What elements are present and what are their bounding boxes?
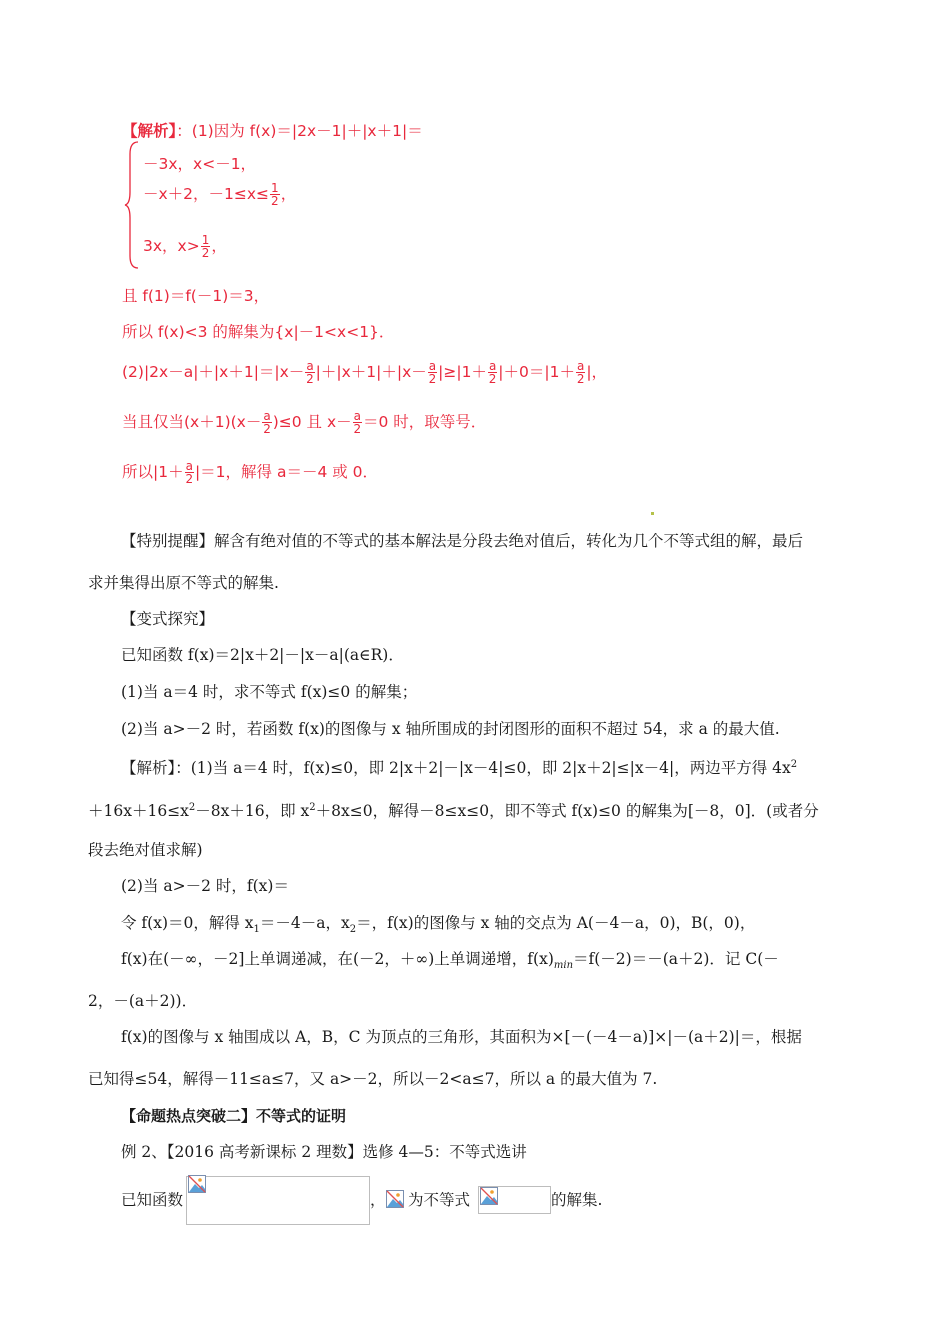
piecewise-brace <box>124 140 140 270</box>
fraction-a-half: $\frac{a}{2}$ <box>185 459 194 486</box>
analysis2-line-3: 段去绝对值求解) <box>88 841 203 859</box>
piecewise-case-1: －3x，x<－1， <box>143 155 257 173</box>
analysis-label: 【解析】 <box>122 122 177 140</box>
fraction-a-half: $\frac{a}{2}$ <box>428 359 437 386</box>
analysis2-line-7: 2，－(a＋2))． <box>88 992 198 1010</box>
section2-title: 【命题热点突破二】不等式的证明 <box>121 1107 347 1125</box>
analysis-line-5: 所以 f(x)<3 的解集为{x|－1<x<1}． <box>122 323 395 341</box>
piecewise-case-2: －x＋2，－1≤x≤ $\frac{1}{2}$ ， <box>143 181 297 208</box>
analysis-line-6: (2)|2x－a|＋|x＋1|＝|x－ $\frac{a}{2}$ |＋|x＋1|＋|x－ $\frac{a}{2}$ |≥|1＋ $\frac{a}{2}$ |＋0＝|1＋ $\frac{a}{2}$ |， <box>122 359 608 386</box>
variant-question-1: (1)当 a＝4 时，求不等式 f(x)≤0 的解集； <box>121 683 418 701</box>
analysis-line-8: 所以|1＋ $\frac{a}{2}$ |＝1，解得 a＝－4 或 0． <box>122 459 379 486</box>
reminder-line-1: 【特别提醒】解含有绝对值的不等式的基本解法是分段去绝对值后，转化为几个不等式组的解，最后 <box>121 532 804 550</box>
fraction-a-half: $\frac{a}{2}$ <box>576 359 585 386</box>
analysis2-line-5: 令 f(x)＝0，解得 $x_1=-4-a$，$x_2=$，f(x)的图像与 x 轴的交点为 A(－4－a，0)，B(，0)， <box>121 914 756 936</box>
example2-heading: 例 2、【2016 高考新课标 2 理数】选修 4—5：不等式选讲 <box>121 1143 527 1161</box>
analysis-line-0: 【解析】：(1)因为 f(x)＝|2x－1|＋|x＋1|＝ <box>122 122 423 140</box>
broken-image-icon <box>480 1187 498 1205</box>
broken-image-icon <box>188 1175 206 1193</box>
analysis2-line-9: 已知得≤54，解得－11≤a≤7，又 a>－2，所以－2<a≤7，所以 a 的最大值为 7. <box>88 1070 658 1088</box>
analysis2-line-8: f(x)的图像与 x 轴围成以 A，B，C 为顶点的三角形，其面积为×[－(－4－a)]×|－(a＋2)|＝，根据 <box>121 1028 802 1046</box>
variant-question-0: 已知函数 f(x)＝2|x＋2|－|x－a|(a∈R)． <box>121 646 404 664</box>
variant-title: 【变式探究】 <box>121 610 215 628</box>
analysis2-line-2: $+16x+16\le x^2-8x+16$，即 $x^2+8x\le 0$，解得－8≤x≤0，即不等式 f(x)≤0 的解集为[－8，0]．(或者分 <box>88 802 819 821</box>
example2-question-lead: 已知函数 <box>121 1191 184 1209</box>
example2-question-mid: 为不等式 <box>408 1191 471 1209</box>
example2-question-end: 的解集. <box>551 1191 603 1209</box>
fraction-half: $\frac{1}{2}$ <box>271 181 279 208</box>
broken-image-icon <box>386 1190 404 1208</box>
function-formula-image <box>186 1176 370 1225</box>
analysis2-line-6: f(x)在(－∞，－2]上单调递减，在(－2，＋∞)上单调递增，$f(x)_{min}=f(-2)=-(a+2)$．记 C(－ <box>121 950 779 972</box>
fraction-a-half: $\frac{a}{2}$ <box>353 409 362 436</box>
fraction-half: $\frac{1}{2}$ <box>201 233 210 260</box>
fraction-a-half: $\frac{a}{2}$ <box>488 359 497 386</box>
variant-question-2: (2)当 a>－2 时，若函数 f(x)的图像与 x 轴所围成的封闭图形的面积不超过 54，求 a 的最大值. <box>121 720 780 738</box>
reminder-line-2: 求并集得出原不等式的解集. <box>88 574 279 592</box>
piecewise-case-3: 3x，x> $\frac{1}{2}$ ， <box>143 233 227 260</box>
analysis-line-7: 当且仅当(x＋1)(x－ $\frac{a}{2}$ )≤0 且 x－ $\frac{a}{2}$ ＝0 时，取等号． <box>122 409 487 436</box>
analysis2-line-1: 【解析】：(1)当 a＝4 时，f(x)≤0，即 2|x＋2|－|x－4|≤0，即 2|x＋2|≤|x－4|，两边平方得 $4x^2$ <box>121 759 798 778</box>
comma-separator: ， <box>370 1191 386 1209</box>
fraction-a-half: $\frac{a}{2}$ <box>263 409 271 436</box>
analysis2-line-4: (2)当 a>－2 时，f(x)＝ <box>121 877 289 895</box>
stray-dot <box>651 512 654 515</box>
fraction-a-half: $\frac{a}{2}$ <box>306 359 314 386</box>
analysis-line-4: 且 f(1)＝f(－1)＝3， <box>122 287 270 305</box>
